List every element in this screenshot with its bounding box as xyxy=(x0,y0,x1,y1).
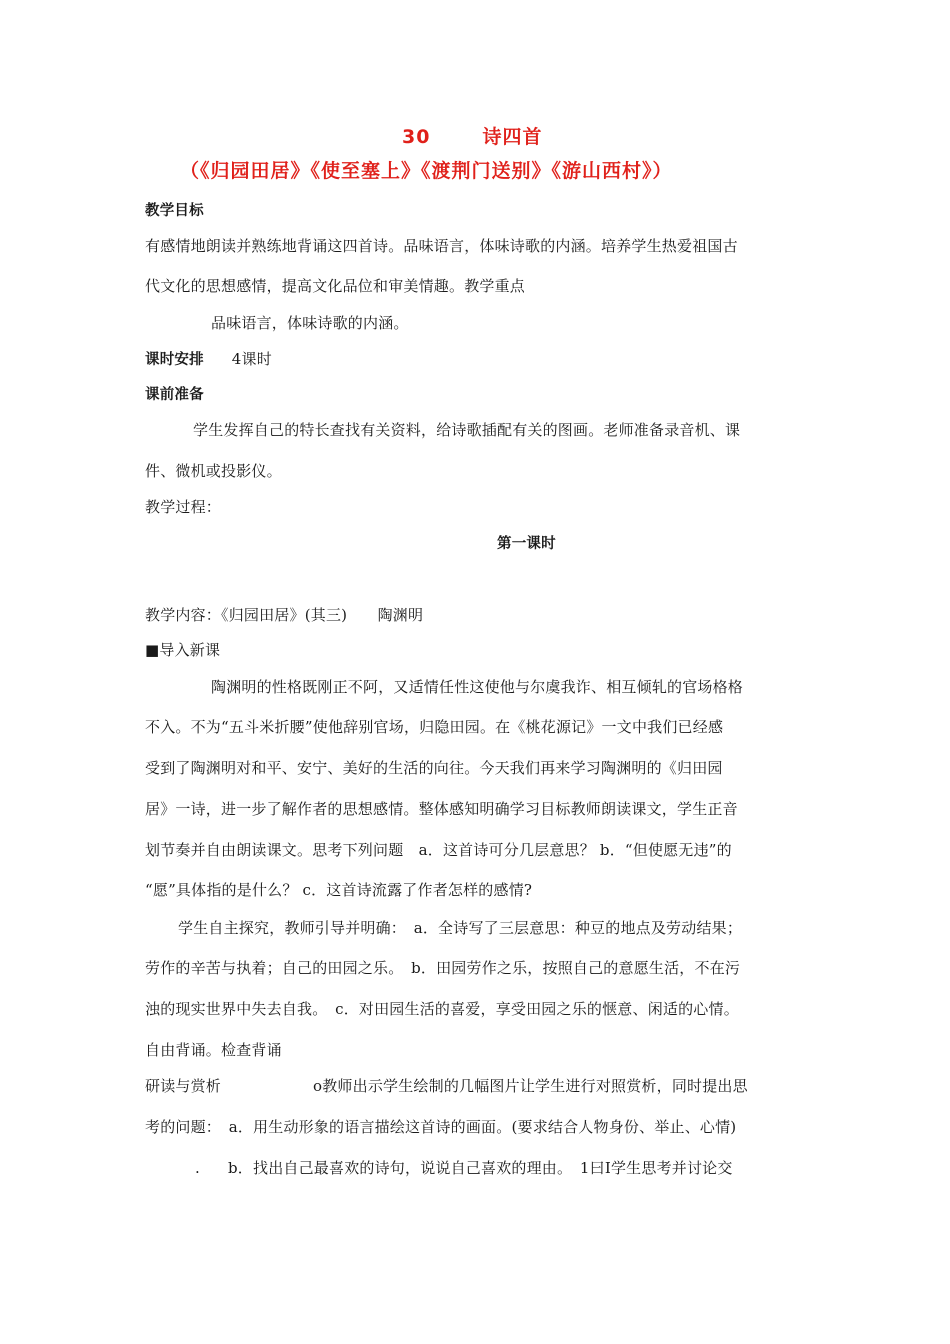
schedule-heading: 课时安排 xyxy=(145,352,204,368)
page-subtitle: （《归园田居》《使至塞上》《渡荆门送别》《游山西村》） xyxy=(180,160,673,182)
explore-paragraph-line-1: 学生自主探究，教师引导并明确： a．全诗写了三层意思：种豆的地点及劳动结果； xyxy=(178,919,743,937)
intro-paragraph-line-2: 不入。不为“五斗米折腰”使他辞别官场，归隐田园。在《桃花源记》一文中我们已经感 xyxy=(145,718,724,736)
intro-paragraph-line-5: 划节奏并自由朗读课文。思考下列问题 a．这首诗可分几层意思？ b．“但使愿无违”的 xyxy=(145,841,732,859)
goal-line-1: 有感情地朗读并熟练地背诵这四首诗。品味语言，体味诗歌的内涵。培养学生热爱祖国古 xyxy=(145,237,738,255)
title-number: 30 xyxy=(402,126,431,148)
explore-paragraph-line-2: 劳作的辛苦与执着；自己的田园之乐。 b．田园劳作之乐，按照自己的意愿生活，不在污 xyxy=(145,959,741,977)
study-paragraph-line-3a: . xyxy=(195,1159,200,1177)
content-line: 教学内容：《归园田居》(其三) 陶渊明 xyxy=(145,606,424,624)
study-paragraph-line-1: o教师出示学生绘制的几幅图片让学生进行对照赏析，同时提出思 xyxy=(313,1077,748,1095)
intro-paragraph-line-1: 陶渊明的性格既刚正不阿，又适情任性这使他与尔虞我诈、相互倾轧的官场格格 xyxy=(211,678,744,696)
intro-paragraph-line-6: “愿”具体指的是什么？ c．这首诗流露了作者怎样的感情? xyxy=(145,881,533,899)
page-title xyxy=(402,127,542,147)
intro-paragraph-line-4: 居》一诗，进一步了解作者的思想感情。整体感知明确学习目标教师朗读课文，学生正音 xyxy=(145,800,738,818)
title-main: 诗四首 xyxy=(482,126,543,148)
study-label: 研读与赏析 xyxy=(145,1077,222,1095)
goal-heading: 教学目标 xyxy=(145,203,204,219)
schedule-row xyxy=(145,349,272,370)
lesson-heading: 第一课时 xyxy=(497,536,556,552)
study-paragraph-line-3b: b．找出自己最喜欢的诗句，说说自己喜欢的理由。 1曰I学生思考并讨论交 xyxy=(228,1159,733,1177)
recite-line: 自由背诵。检查背诵 xyxy=(145,1041,282,1059)
schedule-value: 4课时 xyxy=(231,350,272,368)
intro-paragraph-line-3: 受到了陶渊明对和平、安宁、美好的生活的向往。今天我们再来学习陶渊明的《归田园 xyxy=(145,759,723,777)
process-label: 教学过程： xyxy=(145,498,222,516)
prep-line-2: 件、微机或投影仪。 xyxy=(145,462,282,480)
explore-paragraph-line-3: 浊的现实世界中失去自我。 c．对田园生活的喜爱，享受田园之乐的惬意、闲适的心情。 xyxy=(145,1000,739,1018)
study-paragraph-line-2: 考的问题： a．用生动形象的语言描绘这首诗的画面。(要求结合人物身份、举止、心情) xyxy=(145,1118,737,1136)
prep-heading: 课前准备 xyxy=(145,387,204,403)
key-point: 品味语言，体味诗歌的内涵。 xyxy=(211,314,409,332)
goal-line-2: 代文化的思想感情，提高文化品位和审美情趣。教学重点 xyxy=(145,277,526,295)
prep-line-1: 学生发挥自己的特长查找有关资料，给诗歌插配有关的图画。老师准备录音机、课 xyxy=(193,421,741,439)
intro-label: ■导入新课 xyxy=(145,641,221,659)
